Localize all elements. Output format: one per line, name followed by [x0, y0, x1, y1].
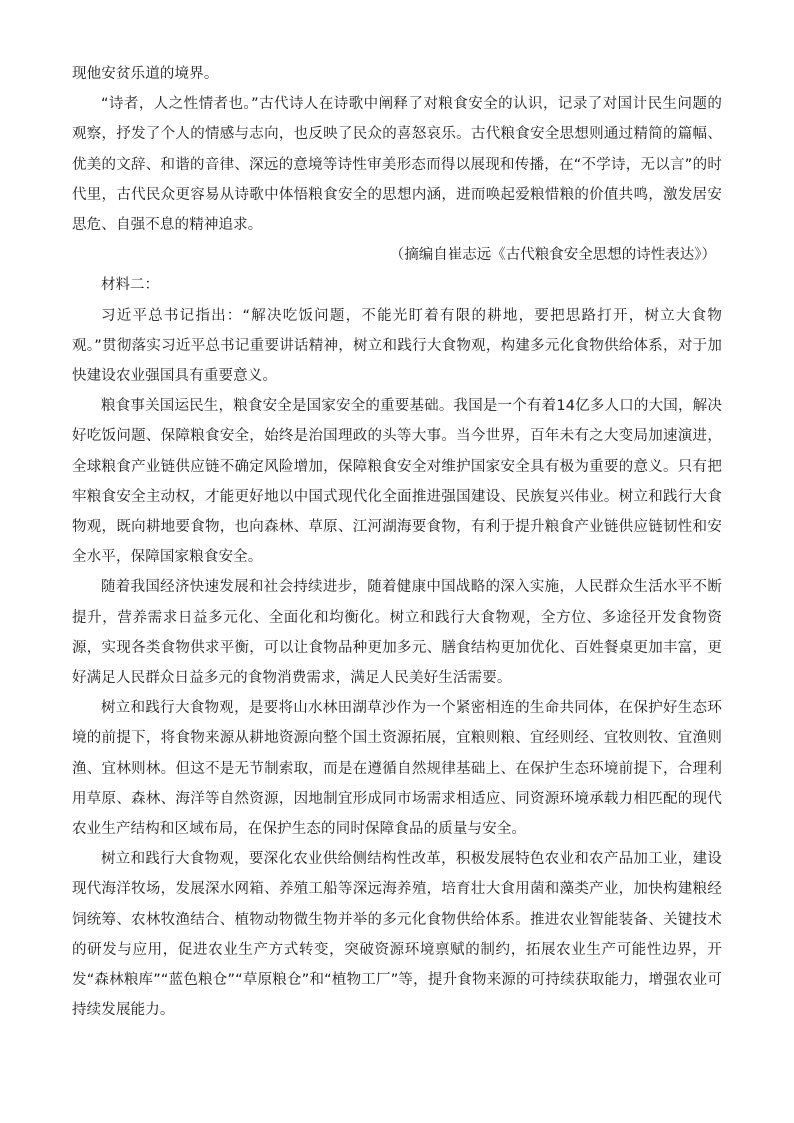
- paragraph-quote: 习近平总书记指出：“解决吃饭问题，不能光盯着有限的耕地，要把思路打开，树立大食物观。”贯彻落实习近平总书记重要讲话精神，树立和践行大食物观，构建多元化食物供给体系，对于加快建设农业强国具有重要意义。: [72, 307, 722, 385]
- section-heading-material-two: 材料二：: [101, 277, 159, 294]
- paragraph-continuation: 现他安贫乐道的境界。: [72, 66, 219, 82]
- paragraph-poetry: “诗者，人之性情者也。”古代诗人在诗歌中阐释了对粮食安全的认识，记录了对国计民生问题的观察，抒发了个人的情感与志向，也反映了民众的喜怒哀乐。古代粮食安全思想则通过精简的篇幅、优美的文辞、和谐的音律、深远的意境等诗性审美形态而得以展现和传播，在“不学诗，无以言”的时代里，古代民众更容易从诗歌中体悟粮食安全的思想内涵，进而唤起爱粮惜粮的价值共鸣，激发居安思危、自强不息的精神追求。: [72, 96, 722, 234]
- source-attribution: （摘编自崔志远《古代粮食安全思想的诗性表达》）: [389, 247, 716, 264]
- paragraph-food-security: 粮食事关国运民生，粮食安全是国家安全的重要基础。我国是一个有着14亿多人口的大国，解决好吃饭问题、保障粮食安全，始终是治国理政的头等大事。当今世界，百年未有之大变局加速演进，全球粮食产业链供应链不确定风险增加，保障粮食安全对维护国家安全具有极为重要的意义。只有把牢粮食安全主动权，才能更好地以中国式现代化全面推进强国建设、民族复兴伟业。树立和践行大食物观，既向耕地要食物，也向森林、草原、江河湖海要食物，有利于提升粮食产业链供应链韧性和安全水平，保障国家粮食安全。: [72, 398, 722, 566]
- paragraph-nutrition-needs: 随着我国经济快速发展和社会持续进步，随着健康中国战略的深入实施，人民群众生活水平不断提升，营养需求日益多元化、全面化和均衡化。树立和践行大食物观，全方位、多途径开发食物资源，实现各类食物供求平衡，可以让食物品种更加多元、膳食结构更加优化、百姓餐桌更加丰富，更好满足人民群众日益多元的食物消费需求，满足人民美好生活需要。: [72, 579, 722, 687]
- paragraph-ecology: 树立和践行大食物观，是要将山水林田湖草沙作为一个紧密相连的生命共同体，在保护好生态环境的前提下，将食物来源从耕地资源向整个国土资源拓展，宜粮则粮、宜经则经、宜牧则牧、宜渔则渔、宜林则林。但这不是无节制索取，而是在遵循自然规律基础上、在保护生态环境前提下，合理利用草原、森林、海洋等自然资源，因地制宜形成同市场需求相适应、同资源环境承载力相匹配的现代农业生产结构和区域布局，在保护生态的同时保障食品的质量与安全。: [72, 700, 722, 838]
- paragraph-supply-system: 树立和践行大食物观，要深化农业供给侧结构性改革，积极发展特色农业和农产品加工业，建设现代海洋牧场，发展深水网箱、养殖工船等深远海养殖，培育壮大食用菌和藻类产业，加快构建粮经饲统筹、农林牧渔结合、植物动物微生物并举的多元化食物供给体系。推进农业智能装备、关键技术的研发与应用，促进农业生产方式转变，突破资源环境禀赋的制约，拓展农业生产可能性边界，开发“森林粮库”“蓝色粮仓”“草原粮仓”和“植物工厂”等，提升食物来源的可持续获取能力，增强农业可持续发展能力。: [72, 851, 722, 1019]
- document-page: [72, 59, 722, 1026]
